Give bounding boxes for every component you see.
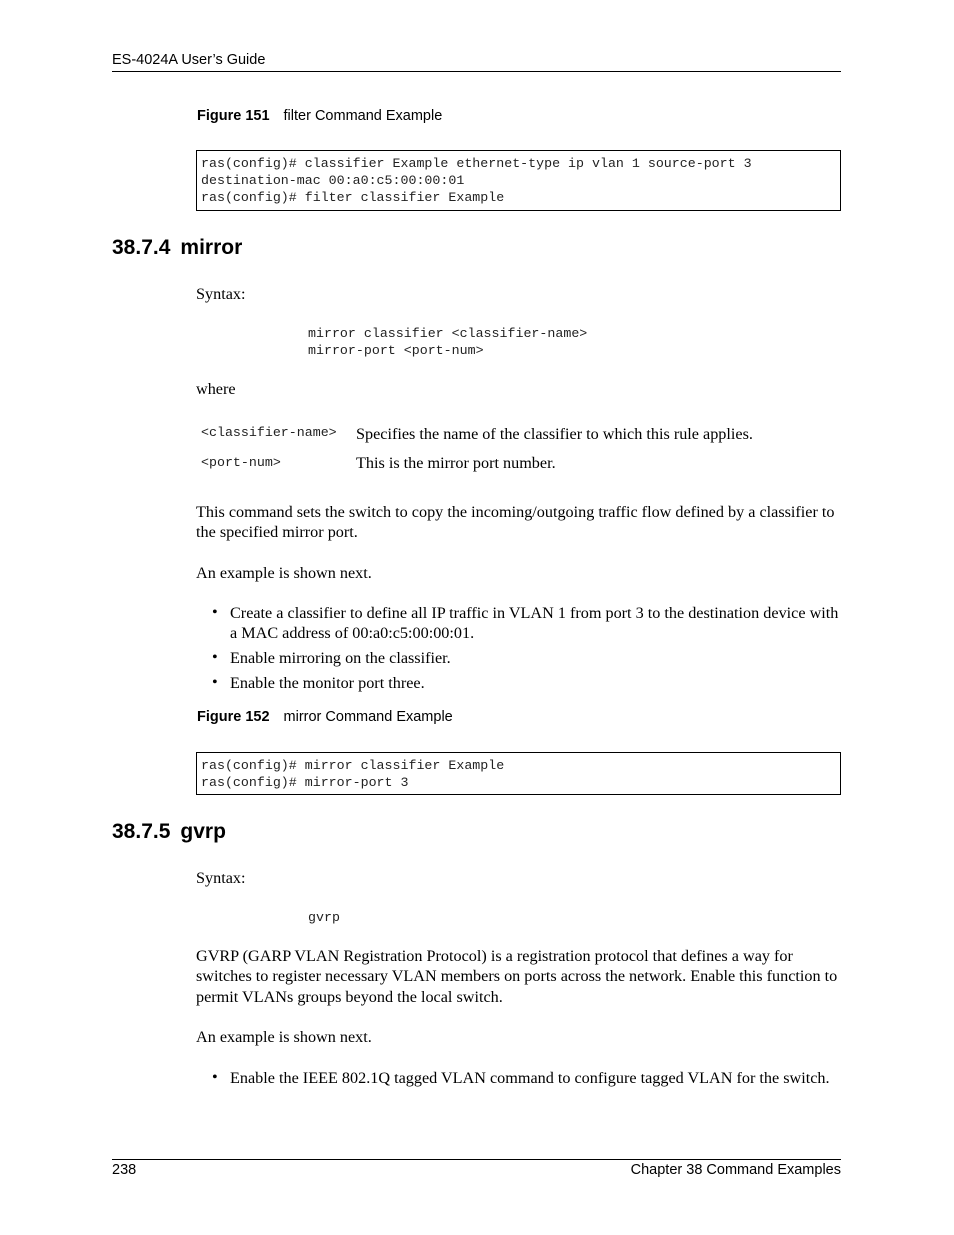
syntax-line: gvrp: [308, 910, 340, 925]
code-line: ras(config)# filter classifier Example: [201, 190, 505, 205]
param-name: <port-num>: [201, 455, 281, 470]
syntax-line: mirror-port <port-num>: [308, 343, 484, 358]
mirror-description: This command sets the switch to copy the incoming/outgoing traffic flow defined by a classifier to the specified mirror port.: [196, 503, 835, 542]
example-intro: An example is shown next.: [196, 564, 372, 582]
example-intro: An example is shown next.: [196, 1028, 372, 1046]
syntax-label: Syntax:: [196, 285, 246, 303]
section-heading-gvrp: [112, 820, 226, 844]
figure-151-caption: [197, 108, 442, 124]
footer-divider: [112, 1159, 841, 1160]
section-number: 38.7.4: [112, 236, 171, 259]
code-line: ras(config)# mirror-port 3: [201, 775, 409, 790]
figure-151-title: filter Command Example: [283, 108, 443, 124]
section-title: gvrp: [180, 820, 226, 843]
figure-152-code-box: [196, 752, 841, 795]
syntax-line: mirror classifier <classifier-name>: [308, 326, 588, 341]
figure-151-label: Figure 151: [197, 108, 270, 124]
figure-151-code-box: [196, 150, 841, 211]
bullet-item: Enable mirroring on the classifier.: [230, 649, 451, 667]
running-header: ES-4024A User’s Guide: [112, 52, 266, 68]
section-number: 38.7.5: [112, 820, 171, 843]
gvrp-description: GVRP (GARP VLAN Registration Protocol) is a registration protocol that defines a way for switches to register necessary VLAN members on ports across the network. Enable this function to permit VLANs groups beyond the local switch.: [196, 947, 838, 1006]
where-label: where: [196, 380, 236, 398]
bullet-mark: •: [212, 648, 218, 666]
bullet-item: Create a classifier to define all IP traffic in VLAN 1 from port 3 to the destination device with a MAC address of 00:a0:c5:00:00:01.: [230, 604, 839, 643]
param-name: <classifier-name>: [201, 425, 337, 440]
param-description: This is the mirror port number.: [356, 454, 556, 472]
bullet-mark: •: [212, 673, 218, 691]
code-line: ras(config)# classifier Example ethernet-type ip vlan 1 source-port 3: [201, 156, 752, 171]
code-line: ras(config)# mirror classifier Example: [201, 758, 505, 773]
figure-152-label: Figure 152: [197, 709, 270, 725]
bullet-item: Enable the IEEE 802.1Q tagged VLAN command to configure tagged VLAN for the switch.: [230, 1069, 830, 1087]
code-line: destination-mac 00:a0:c5:00:00:01: [201, 173, 465, 188]
param-description: Specifies the name of the classifier to which this rule applies.: [356, 425, 753, 443]
figure-152-caption: [197, 709, 453, 725]
header-divider: [112, 71, 841, 72]
bullet-mark: •: [212, 1068, 218, 1086]
bullet-mark: •: [212, 603, 218, 621]
chapter-title: Chapter 38 Command Examples: [630, 1162, 841, 1178]
page-number: 238: [112, 1162, 137, 1178]
section-title: mirror: [180, 236, 243, 259]
figure-152-title: mirror Command Example: [283, 709, 453, 725]
section-heading-mirror: [112, 236, 242, 260]
syntax-label: Syntax:: [196, 869, 246, 887]
bullet-item: Enable the monitor port three.: [230, 674, 425, 692]
